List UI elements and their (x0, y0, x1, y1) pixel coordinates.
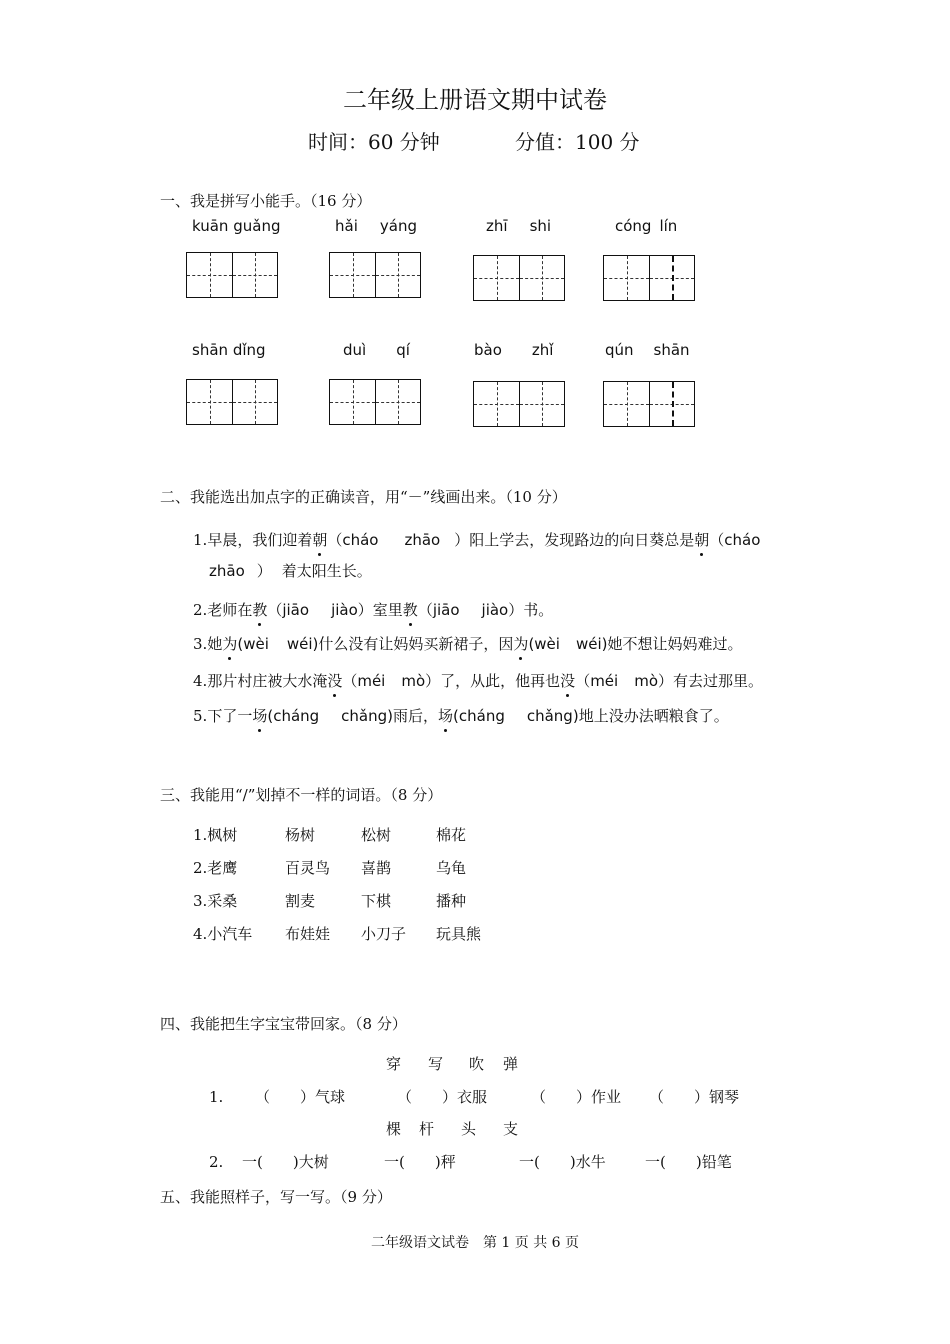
pinyin-5: shān dǐng (192, 341, 266, 359)
pinyin-7: bào zhǐ (474, 341, 554, 359)
exam-score: 分值：100 分 (515, 130, 640, 154)
writing-grid[interactable] (329, 379, 421, 425)
pinyin-8: qún shān (605, 341, 690, 359)
writing-grid[interactable] (186, 379, 278, 425)
section-4-heading: 四、我能把生字宝宝带回家。（8 分） (160, 1015, 407, 1033)
writing-grid[interactable] (603, 255, 695, 301)
dotted-char: 场 (438, 707, 454, 725)
dotted-char: 为 (222, 635, 238, 653)
question-2-1: 1.早晨，我们迎着朝（cháo zhāo ）阳上学去，发现路边的向日葵总是朝（cháo (193, 531, 761, 549)
page-footer: 二年级语文试卷 第 1 页 共 6 页 (370, 1235, 580, 1251)
pinyin-4: cóng lín (615, 217, 678, 235)
dotted-char: 没 (560, 672, 576, 690)
question-2-4: 4.那片村庄被大水淹没（méi mò）了，从此，他再也没（méi mò）有去过那里。 (193, 672, 764, 690)
question-2-1-cont: zhāo ） 着太阳生长。 (209, 562, 372, 580)
dotted-char: 为 (513, 635, 529, 653)
section-3-heading: 三、我能用“/”划掉不一样的词语。（8 分） (160, 786, 443, 804)
question-2-5: 5.下了一场(cháng chǎng)雨后，场(cháng chǎng)地上没办法晒粮食了。 (193, 707, 729, 725)
question-2-3: 3.她为(wèi wéi)什么没有让妈妈买新裙子，因为(wèi wéi)她不想让妈妈难过。 (193, 635, 743, 653)
writing-grid[interactable] (473, 381, 565, 427)
writing-grid[interactable] (603, 381, 695, 427)
writing-grid[interactable] (329, 252, 421, 298)
section-1-heading: 一、我是拼写小能手。（16 分） (160, 192, 372, 210)
writing-grid[interactable] (473, 255, 565, 301)
dotted-char: 教 (252, 601, 268, 619)
dotted-char: 朝 (694, 531, 710, 549)
dotted-char: 教 (402, 601, 418, 619)
writing-grid[interactable] (186, 252, 278, 298)
pinyin-2: hǎi yáng (335, 217, 417, 235)
exam-time: 时间：60 分钟 (308, 130, 440, 154)
pinyin-1: kuān guǎng (192, 217, 281, 235)
dotted-char: 朝 (312, 531, 328, 549)
question-2-2: 2.老师在教（jiāo jiào）室里教（jiāo jiào）书。 (193, 601, 554, 619)
dotted-char: 没 (327, 672, 343, 690)
dotted-char: 场 (252, 707, 268, 725)
pinyin-3: zhī shi (486, 217, 552, 235)
pinyin-6: duì qí (343, 341, 410, 359)
section-5-heading: 五、我能照样子，写一写。（9 分） (160, 1188, 392, 1206)
section-2-heading: 二、我能选出加点字的正确读音，用“－”线画出来。（10 分） (160, 488, 567, 506)
page-title: 二年级上册语文期中试卷 (343, 86, 607, 114)
